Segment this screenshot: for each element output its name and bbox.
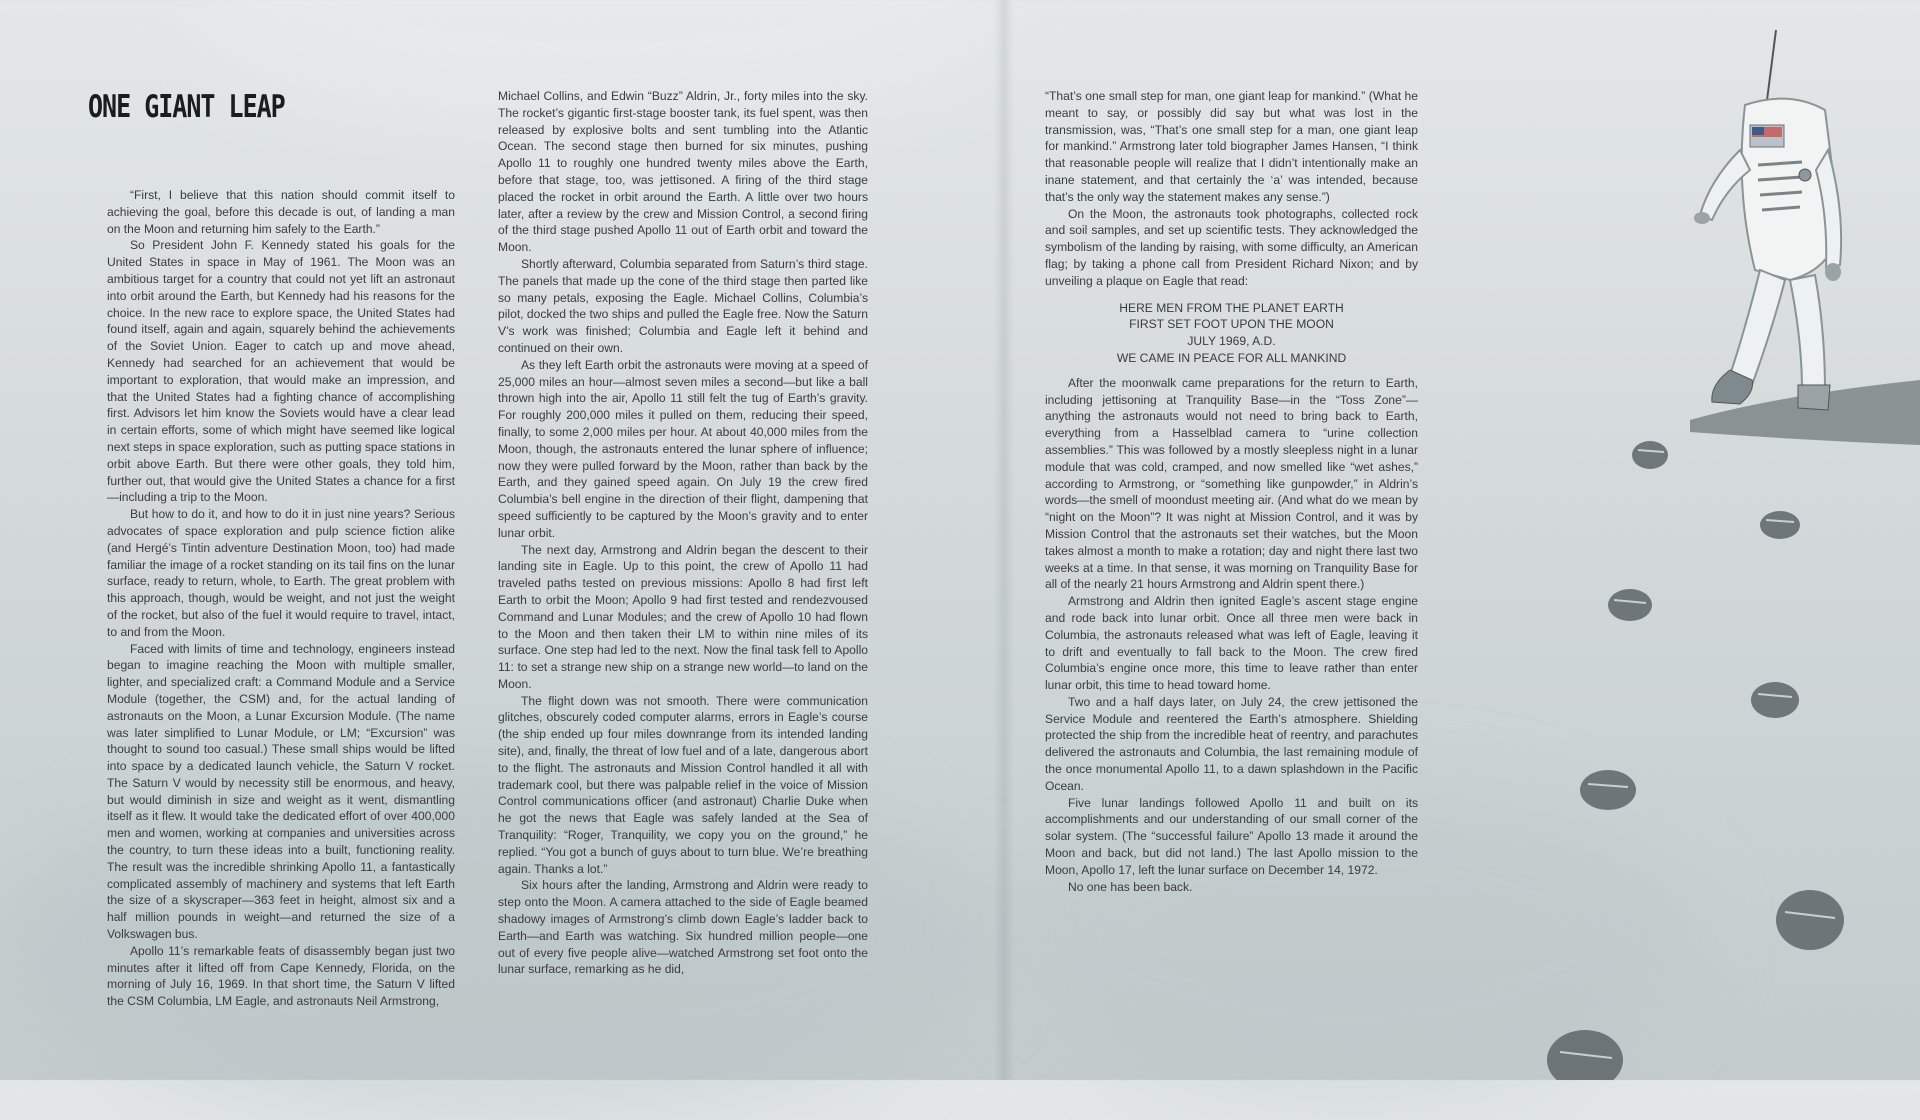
text-column-1 (107, 187, 455, 1010)
paragraph: Five lunar landings followed Apollo 11 and built on its accomplishments and our understanding of our small corner of the solar system. (The “successful failure” Apollo 13 made it around the Moon and back, but did not land.) The last Apollo mission to the Moon, Apollo 17, left the lunar surface on December 14, 1972. (1045, 795, 1418, 877)
text-column-3 (1045, 88, 1418, 895)
paragraph: So President John F. Kennedy stated his goals for the United States in space in May of 1961. The Moon was an ambitious target for a country that could not yet lift an astronaut into orbit around the Earth, but Kennedy had his reasons for the choice. In the new race to explore space, the United States had found itself, again and again, squarely behind the achievements of the Soviet Union. Eager to catch up and move ahead, Kennedy had searched for an achievement that would be important to exploration, that would make an impression, and that the United States had a fighting chance of accomplishing first. Advisors let him know the Soviets would have a clear lead in certain efforts, some of which might have seemed like logical next steps in space exploration, such as putting space stations in orbit above Earth. But there were other goals, they told him, further out, that would give the United States a chance for a first—including a trip to the Moon. (107, 238, 455, 505)
paragraph: Six hours after the landing, Armstrong and Aldrin were ready to step onto the Moon. A camera attached to the side of Eagle beamed shadowy images of Armstrong’s climb down Eagle’s ladder back to Earth—and Earth was watching. Six hundred million people—one out of every five people alive—watched Armstrong set foot onto the lunar surface, remarking as he did, (498, 878, 868, 977)
plaque-inscription (1045, 300, 1418, 367)
page-spine (994, 0, 1014, 1080)
plaque-line: JULY 1969, A.D. (1187, 334, 1276, 349)
paragraph: Apollo 11’s remarkable feats of disassembly began just two minutes after it lifted off from Cape Kennedy, Florida, on the morning of July 16, 1969. In that short time, the Saturn V lifted the CSM Columbia, LM Eagle, and astronauts Neil Armstrong, (107, 943, 455, 1009)
paragraph: The next day, Armstrong and Aldrin began the descent to their landing site in Eagle. Up to this point, the crew of Apollo 11 had traveled paths tested on previous missions: Apollo 8 had first left Earth to orbit the Moon; Apollo 9 had first tested and rendezvoused Command and Lunar Modules; and the crew of Apollo 10 had flown to the Moon and then taken their LM to within nine miles of its surface. One step had led to the next. Now the final task fell to Apollo 11: to set a strange new ship on a strange new world—to land on the Moon. (498, 542, 868, 691)
paragraph: Two and a half days later, on July 24, the crew jettisoned the Service Module and reentered the Earth’s atmosphere. Shielding protected the ship from the incredible heat of reentry, and parachutes delivered the astronauts and Columbia, the last remaining module of the once monumental Apollo 11, to a dawn splashdown in the Pacific Ocean. (1045, 694, 1418, 793)
paragraph: Michael Collins, and Edwin “Buzz” Aldrin, Jr., forty miles into the sky. The rocket’s gigantic first-stage booster tank, its fuel spent, was then released by explosive bolts and sent tumbling into the Atlantic Ocean. The second stage then burned for six minutes, pushing Apollo 11 to roughly one hundred twenty miles above the Earth, before that stage, too, was jettisoned. A firing of the third stage placed the rocket in orbit around the Earth. A little over two hours later, after a review by the crew and Mission Control, a second firing of the third stage pushed Apollo 11 out of Earth orbit and toward the Moon. (498, 89, 868, 255)
paragraph: But how to do it, and how to do it in just nine years? Serious advocates of space exploration and pulp science fiction alike (and Hergé’s Tintin adventure Destination Moon, too) had made familiar the image of a rocket standing on its tail fins on the lunar surface, ready to return, whole, to Earth. The great problem with this approach, though, would be weight, and not just the weight of the rocket, but also of the fuel it would require to travel, intact, to and from the Moon. (107, 507, 455, 639)
paragraph: “First, I believe that this nation should commit itself to achieving the goal, before this decade is out, of landing a man on the Moon and returning him safely to the Earth.” (107, 188, 455, 236)
plaque-line: FIRST SET FOOT UPON THE MOON (1129, 317, 1334, 332)
paragraph: Armstrong and Aldrin then ignited Eagle’s ascent stage engine and rode back into lunar orbit. Once all three men were back in Columbia, the astronauts released what was left of Eagle, leaving it to drift and eventually to fall back to the Moon. The crew fired Columbia’s engine once more, this time to leave rather than enter lunar orbit, this time to head toward home. (1045, 594, 1418, 693)
paragraph: Faced with limits of time and technology, engineers instead began to imagine reaching the Moon with multiple smaller, lighter, and specialized craft: a Command Module and a Service Module (together, the CSM) and, for the actual landing of astronauts on the Moon, a Lunar Excursion Module. (The name was later simplified to Lunar Module, or LM; “Excursion” was thought to sound too casual.) These small ships would be lifted into space by a dedicated launch vehicle, the Saturn V rocket. The Saturn V would by necessity still be enormous, and heavy, but would diminish in size and weight as it went, dismantling itself as it flew. It would take the dedicated effort of over 400,000 men and women, working at companies and universities across the country, to turn these ideas into a built, functioning reality. The result was the incredible shrinking Apollo 11, a fantastically complicated assembly of machinery and systems that left Earth the size of a skyscraper—363 feet in height, almost six and a half million pounds in weight—and returned the size of a Volkswagen bus. (107, 641, 455, 942)
paragraph: Shortly afterward, Columbia separated from Saturn’s third stage. The panels that made up the cone of the third stage then parted like so many petals, exposing the Eagle. Michael Collins, Columbia’s pilot, docked the two ships and pulled the Eagle free. Now the Saturn V’s work was finished; Columbia and Eagle left it behind and continued on their own. (498, 256, 868, 355)
plaque-line: HERE MEN FROM THE PLANET EARTH (1119, 300, 1344, 315)
text-column-2 (498, 88, 868, 978)
paragraph: The flight down was not smooth. There were communication glitches, obscurely coded computer alarms, errors in Eagle’s course (the ship ended up four miles downrange from its intended landing site), and, finally, the threat of low fuel and of a late, dangerous abort to the flight. The astronauts and Mission Control handled it all with trademark cool, but there was palpable relief in the voice of Mission Control communications officer (and astronaut) Charlie Duke when he got the news that Eagle was safely landed at the Sea of Tranquility: “Roger, Tranquility, we copy you on the ground,” he replied. “You got a bunch of guys about to turn blue. We’re breathing again. Thanks a lot.” (498, 693, 868, 876)
paragraph: As they left Earth orbit the astronauts were moving at a speed of 25,000 miles an hour—almost seven miles a second—but like a ball thrown high into the air, Apollo 11 still felt the tug of Earth’s gravity. For roughly 200,000 miles it pulled on them, reducing their speed, finally, to some 2,000 miles per hour. At about 40,000 miles from the Moon, though, the astronauts entered the lunar sphere of influence; now they were pulled forward by the Moon, rather than back by the Earth, and they gained speed again. On July 19 the crew fired Columbia’s bell engine in the direction of their flight, dampening that speed sufficiently to be captured by the Moon’s gravity and to enter lunar orbit. (498, 357, 868, 540)
paragraph: No one has been back. (1067, 879, 1193, 894)
plaque-line: WE CAME IN PEACE FOR ALL MANKIND (1116, 350, 1347, 365)
astronaut-walking-icon (1540, 0, 1920, 1080)
paragraph: On the Moon, the astronauts took photographs, collected rock and soil samples, and set up scientific tests. They acknowledged the symbolism of the landing by raising, with some difficulty, an American flag; by taking a phone call from President Richard Nixon; and by unveiling a plaque on Eagle that read: (1045, 206, 1418, 288)
paragraph: “That’s one small step for man, one giant leap for mankind.” (What he meant to say, or possibly did say but what was lost in the transmission, was, “That’s one small step for a man, one giant leap for mankind.” Armstrong later told biographer James Hansen, “I think that reasonable people will realize that I didn’t intentionally make an inane statement, and that certainly the ‘a’ was intended, because that’s the only way the statement makes any sense.”) (1045, 89, 1418, 204)
paragraph: After the moonwalk came preparations for the return to Earth, including jettisoning at Tranquility Base—in the “Toss Zone”—anything the astronauts would not need to bring back to Earth, everything from a Hasselblad camera to “urine collection assemblies.” This was followed by a mostly sleepless night in a lunar module that was cold, cramped, and now smelled like “wet ashes,” according to Armstrong, or “something like gunpowder,” in Aldrin’s words—the smell of moondust meeting air. (And what do we mean by “night on the Moon”? It was night at Mission Control, and it was by Mission Control that the astronauts set their watches, but the Moon takes almost a month to make a rotation; day and night there last two weeks at a time. In that sense, it was morning on Tranquility Base for all of the nearly 21 hours Armstrong and Aldrin spent there.) (1045, 375, 1418, 592)
page-title: ONE GIANT LEAP (88, 88, 285, 125)
